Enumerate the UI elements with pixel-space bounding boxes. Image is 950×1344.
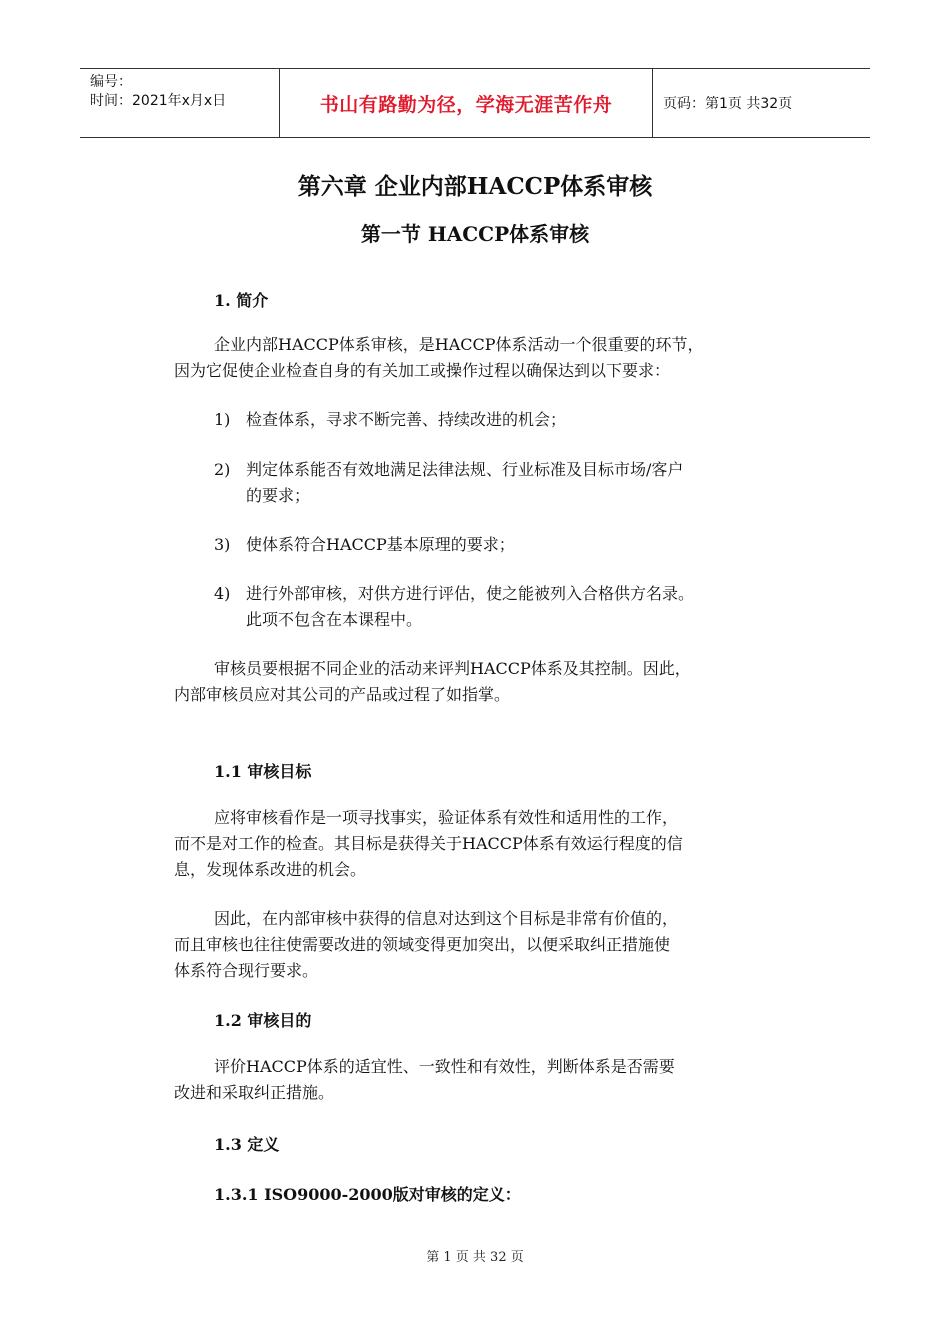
list-item-2-line-2: 的要求； bbox=[246, 486, 311, 505]
page-footer: 第 1 页 共 32 页 bbox=[426, 1250, 524, 1265]
goal-paragraph-2-line-3: 体系符合现行要求。 bbox=[174, 961, 319, 980]
list-item-2-number: 2) bbox=[214, 460, 231, 479]
list-item-4-line-2: 此项不包含在本课程中。 bbox=[246, 610, 423, 629]
intro-line-1: 企业内部HACCP体系审核，是HACCP体系活动一个很重要的环节， bbox=[214, 335, 704, 354]
list-item-2-line-1: 判定体系能否有效地满足法律法规、行业标准及目标市场/客户 bbox=[246, 460, 684, 479]
section-title: 第一节 HACCP体系审核 bbox=[360, 222, 590, 246]
heading-definition: 1.3 定义 bbox=[214, 1135, 280, 1154]
heading-audit-goal: 1.1 审核目标 bbox=[214, 762, 312, 781]
goal-paragraph-1-line-3: 息，发现体系改进的机会。 bbox=[174, 860, 367, 879]
goal-paragraph-1-line-2: 而不是对工作的检查。其目标是获得关于HACCP体系有效运行程度的信 bbox=[174, 834, 683, 853]
purpose-paragraph-line-1: 评价HACCP体系的适宜性、一致性和有效性，判断体系是否需要 bbox=[214, 1057, 675, 1076]
document-number-label: 编号： bbox=[90, 74, 132, 90]
list-item-4-number: 4) bbox=[214, 584, 231, 603]
list-item-1-text: 检查体系，寻求不断完善、持续改进的机会； bbox=[246, 410, 567, 429]
auditor-paragraph-line-2: 内部审核员应对其公司的产品或过程了如指掌。 bbox=[174, 685, 511, 704]
header-motto: 书山有路勤为径，学海无涯苦作舟 bbox=[280, 69, 653, 137]
chapter-title: 第六章 企业内部HACCP体系审核 bbox=[297, 173, 653, 200]
list-item-3-number: 3) bbox=[214, 535, 231, 554]
goal-paragraph-2-line-2: 而且审核也往往使需要改进的领域变得更加突出，以便采取纠正措施使 bbox=[174, 935, 671, 954]
heading-audit-purpose: 1.2 审核目的 bbox=[214, 1011, 312, 1030]
goal-paragraph-2-line-1: 因此，在内部审核中获得的信息对达到这个目标是非常有价值的， bbox=[214, 909, 679, 928]
heading-iso-definition: 1.3.1 ISO9000-2000版对审核的定义： bbox=[214, 1185, 521, 1204]
page-header bbox=[80, 68, 870, 138]
list-item-1-number: 1) bbox=[214, 410, 231, 429]
auditor-paragraph-line-1: 审核员要根据不同企业的活动来评判HACCP体系及其控制。因此， bbox=[214, 659, 691, 678]
purpose-paragraph-line-2: 改进和采取纠正措施。 bbox=[174, 1083, 335, 1102]
goal-paragraph-1-line-1: 应将审核看作是一项寻找事实，验证体系有效性和适用性的工作， bbox=[214, 808, 679, 827]
header-meta bbox=[80, 69, 280, 137]
intro-line-2: 因为它促使企业检查自身的有关加工或操作过程以确保达到以下要求： bbox=[174, 361, 671, 380]
list-item-4-line-1: 进行外部审核，对供方进行评估，使之能被列入合格供方名录。 bbox=[246, 584, 695, 603]
heading-intro: 1. 简介 bbox=[214, 291, 269, 310]
header-page-info: 页码：第1页 共32页 bbox=[663, 96, 793, 112]
document-time-label: 时间：2021年x月x日 bbox=[90, 93, 227, 109]
list-item-3-text: 使体系符合HACCP基本原理的要求； bbox=[246, 535, 515, 554]
